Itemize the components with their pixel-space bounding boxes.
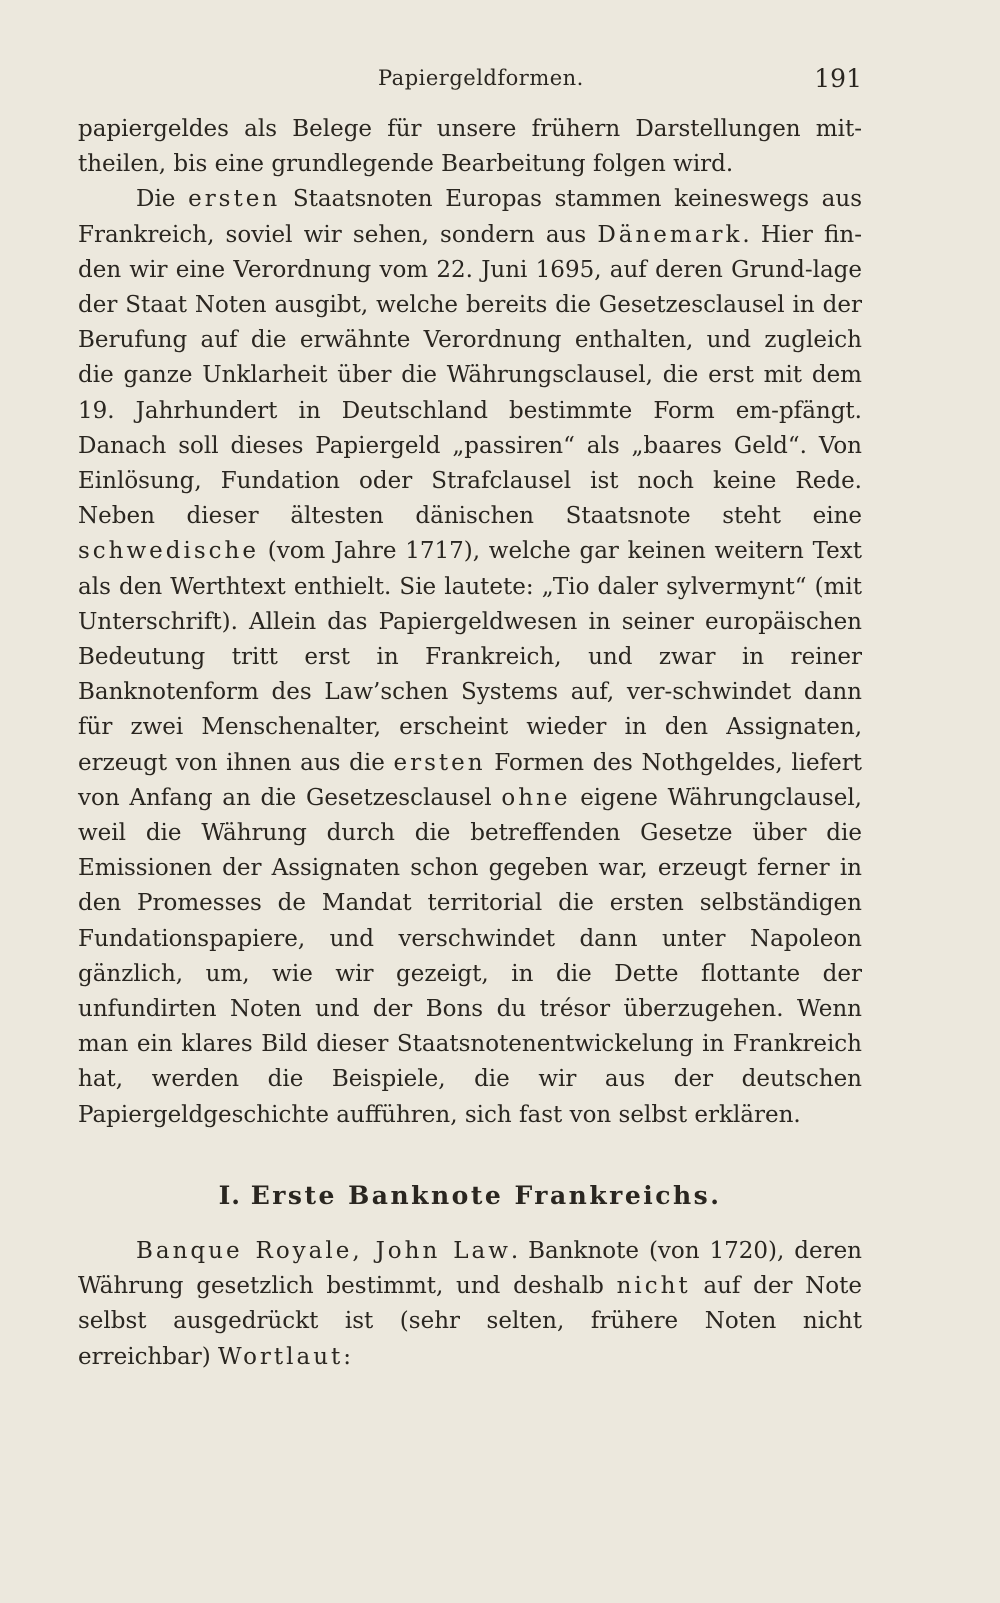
emphasis-text: ersten: [393, 749, 486, 776]
running-head: [78, 62, 862, 102]
running-title: Papiergeldformen.: [378, 66, 584, 90]
text-run: Formen des Nothgeldes, liefert von Anfang an die Gesetzesclausel: [78, 749, 863, 811]
paragraph-continued: papiergeldes als Belege für unsere frühern Darstellungen mit-theilen, bis eine grundlegende Bearbeitung folgen wird.: [78, 116, 862, 178]
text-run: . Banknote (von 1720), deren Währung gesetzlich bestimmt, und deshalb: [78, 1237, 862, 1300]
emphasis-text: Wortlaut:: [217, 1343, 355, 1370]
emphasis-text: nicht: [616, 1273, 691, 1300]
emphasis-text: schwedische: [78, 538, 259, 565]
text-run: Die: [136, 186, 189, 213]
paragraph-banknote: [78, 1234, 862, 1375]
section-heading: [78, 1181, 862, 1210]
emphasis-text: Dänemark: [597, 221, 743, 248]
section-title: Erste Banknote Frankreichs.: [250, 1180, 722, 1210]
text-run: . Hier fin-den wir eine Verordnung vom 22. Juni 1695, auf deren Grund-lage der Staat Noten ausgibt, welche bereits die Gesetzesclausel in der Berufung auf die erwähnte Verordnung enthalten, und zugleich die ganze Unklarheit über die Währungsclausel, die erst mit dem 19. Jahrhundert in Deutschland bestimmte Form em-pfängt. Danach soll dieses Papiergeld „passiren“ als „baares Geld“. Von Einlösung, Fundation oder Strafclausel ist noch keine Rede. Neben dieser ältesten dänischen Staatsnote steht eine: [78, 221, 862, 530]
section-numeral: I.: [218, 1180, 251, 1210]
emphasis-text: ersten: [188, 186, 281, 213]
text-run: auf der Note selbst ausgedrückt ist (sehr selten, frühere Noten nicht erreichbar): [78, 1273, 862, 1370]
emphasis-text: Banque Royale, John Law: [136, 1237, 511, 1264]
text-run: eigene Währungclausel, weil die Währung durch die betreffenden Gesetze über die Emissionen der Assignaten schon gegeben war, erzeugt ferner in den Promesses de Mandat territorial die ersten selbständigen Fundationspapiere, und verschwindet dann unter Napoleon gänzlich, um, wie wir gezeigt, in die Dette flottante der unfundirten Noten und der Bons du trésor überzugehen. Wenn man ein klares Bild dieser Staatsnotenentwickelung in Frankreich hat, werden die Beispiele, die wir aus der deutschen Papiergeldgeschichte aufführen, sich fast von selbst erklären.: [78, 784, 862, 1128]
text-run: Staatsnoten Europas stammen keineswegs aus Frankreich, soviel wir sehen, sondern aus: [78, 186, 863, 248]
paragraph-staatsnoten: [78, 182, 862, 1132]
emphasis-text: ohne: [501, 784, 571, 811]
text-run: (vom Jahre 1717), welche gar keinen weitern Text als den Werthtext enthielt. Sie lautete: „Tio daler sylvermynt“ (mit Unterschrift). Allein das Papiergeldwesen in seiner europäischen Bedeutung tritt erst in Frankreich, und zwar in reiner Banknotenform des Law’schen Systems auf, ver-schwindet dann für zwei Menschenalter, erscheint wieder in den Assignaten, erzeugt von ihnen aus die: [78, 538, 862, 776]
page-number: 191: [814, 64, 862, 93]
